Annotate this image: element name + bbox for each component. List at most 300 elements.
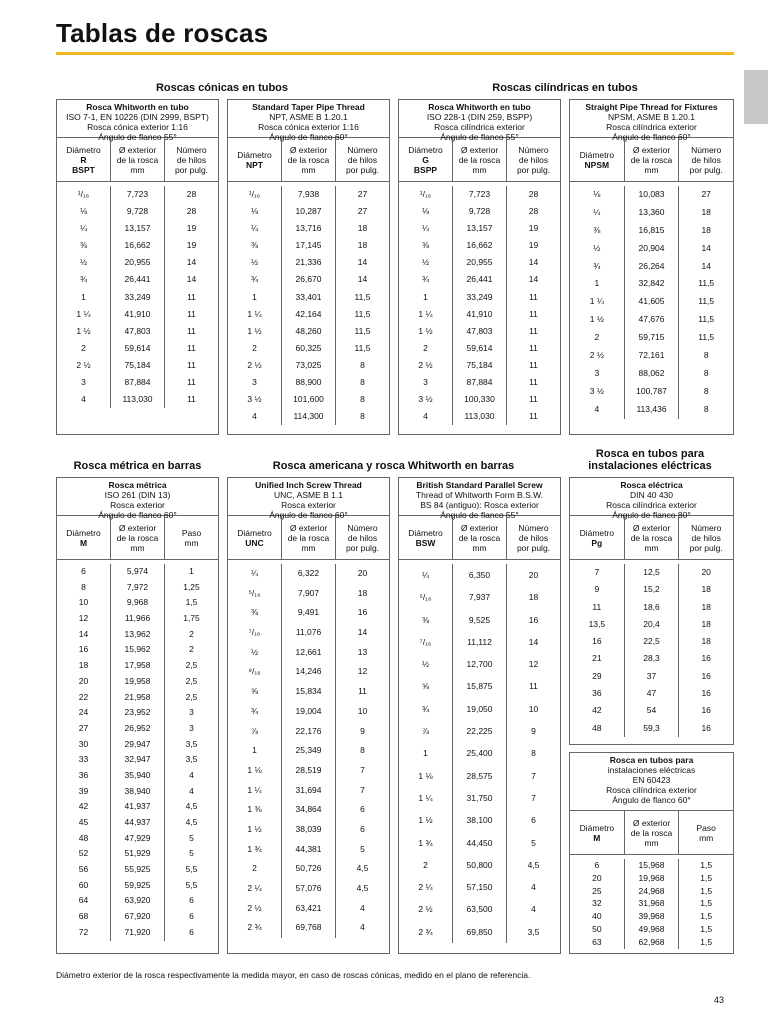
- table-cell: 113,436: [636, 403, 667, 414]
- table-cell: ¼: [79, 223, 88, 234]
- table-cell: 9,728: [468, 206, 491, 217]
- table-cell: ¼: [421, 223, 430, 234]
- table-cell: ¼: [250, 568, 259, 578]
- table-cell: 11: [529, 411, 538, 422]
- table-cell: 47,676: [638, 314, 665, 325]
- table-body: [399, 182, 560, 425]
- table-cell: 8: [703, 350, 709, 361]
- table-cell: 2: [189, 628, 194, 639]
- table-column: [164, 186, 218, 408]
- table-cell: 2 ¼: [418, 882, 433, 893]
- column-header: Ø exterior de la rosca mm: [281, 138, 335, 181]
- table-cell: 12,700: [466, 659, 493, 670]
- table-header-line: ISO 261 (DIN 13): [104, 490, 171, 500]
- table-cell: ⅜: [421, 614, 430, 625]
- table-cell: 3 ½: [589, 385, 604, 396]
- table-cell: 6: [594, 860, 600, 870]
- table-header-line: Unified Inch Screw Thread: [255, 480, 362, 490]
- table-cell: 5,5: [185, 879, 198, 890]
- column-header: Número de hilos por pulg.: [335, 516, 389, 559]
- table-cell: 44,381: [295, 843, 322, 854]
- table-cell: 2: [423, 859, 428, 870]
- column-header: Diámetro UNC: [237, 527, 272, 548]
- table-cell: ¾: [421, 703, 430, 714]
- table-cell: 16: [357, 607, 368, 618]
- table-cell: 14: [357, 257, 368, 268]
- table-cell: ¾: [421, 274, 430, 285]
- table-header-line: Ángulo de flanco 60°: [612, 795, 691, 805]
- table-cell: 26,441: [466, 274, 493, 285]
- table-cell: 21,958: [124, 691, 151, 702]
- table-cell: 2: [81, 342, 86, 353]
- table-cell: 10,083: [638, 189, 665, 199]
- table-cell: 11: [529, 291, 538, 302]
- column-headers: [570, 138, 733, 182]
- table-cell: 47,929: [124, 832, 151, 843]
- table-cell: 28: [186, 189, 197, 199]
- table-header-line: Rosca cónica exterior 1:16: [87, 122, 188, 132]
- table-cell: 33,249: [124, 291, 151, 302]
- table-cell: 18: [357, 223, 368, 234]
- table-cell: 33,249: [466, 291, 493, 302]
- table-cell: 52: [78, 848, 89, 859]
- table-cell: 11,5: [698, 314, 715, 325]
- table-cell: ⁵/₁₆: [248, 587, 261, 598]
- column-header: Ø exterior de la rosca mm: [624, 516, 679, 559]
- column-header: Número de hilos por pulg.: [678, 138, 733, 181]
- column-header: Ø exterior de la rosca mm: [281, 516, 335, 559]
- table-column: [164, 564, 218, 941]
- table-header: [570, 753, 733, 811]
- table-header-line: Rosca cilíndrica exterior: [606, 500, 697, 510]
- table-cell: 7: [531, 792, 536, 803]
- table-cell: 54: [646, 705, 657, 716]
- table-cell: 3,5: [527, 926, 540, 937]
- section-title-cilindricas: Roscas cilíndricas en tubos: [492, 82, 638, 94]
- table-cell: 42,164: [295, 308, 322, 319]
- table-cell: 49,968: [638, 923, 665, 934]
- table-bspt: [56, 99, 219, 435]
- table-cell: 11,076: [295, 627, 322, 638]
- table-cell: 4: [531, 904, 536, 915]
- table-cell: 19,968: [638, 872, 665, 883]
- table-cell: 14: [528, 274, 539, 285]
- table-cell: 1 ½: [418, 815, 433, 826]
- table-header-line: Ángulo de flanco 60°: [269, 132, 348, 142]
- table-cell: 11: [529, 681, 538, 692]
- table-body: [57, 560, 218, 941]
- table-cell: 2 ½: [247, 902, 262, 913]
- table-cell: 18: [701, 584, 711, 595]
- table-cell: 28: [528, 189, 539, 199]
- table-cell: 9: [360, 725, 365, 736]
- table-cell: 13,157: [124, 223, 151, 234]
- side-tab: [744, 70, 768, 124]
- table-cell: 14,246: [295, 666, 322, 677]
- column-header: Diámetro NPT: [237, 149, 272, 170]
- table-cell: 8: [360, 394, 365, 405]
- table-header-line: Thread of Whitworth Form B.S.W.: [415, 490, 544, 500]
- table-cell: 114,300: [293, 411, 324, 422]
- section-title-electricas: Rosca en tubos para instalaciones eléctricas: [588, 448, 712, 472]
- table-cell: 16: [701, 688, 711, 699]
- column-header: Ø exterior de la rosca mm: [624, 138, 679, 181]
- table-cell: 1 ¾: [418, 837, 433, 848]
- table-header-line: Rosca exterior: [281, 500, 336, 510]
- table-cell: 18: [701, 601, 711, 612]
- table-cell: 16: [701, 705, 711, 716]
- table-cell: ½: [250, 646, 259, 657]
- column-header: Número de hilos por pulg.: [335, 138, 389, 181]
- table-cell: 11: [187, 308, 196, 319]
- table-cell: 16: [78, 644, 89, 655]
- table-cell: 2: [252, 863, 257, 874]
- table-cell: 71,920: [124, 926, 151, 937]
- table-cell: 8: [360, 359, 365, 370]
- table-cell: 1 ¼: [589, 296, 604, 307]
- table-cell: 8: [81, 581, 86, 592]
- table-unc: [227, 477, 390, 954]
- table-cell: 39,968: [638, 911, 665, 922]
- table-header: [570, 478, 733, 520]
- table-header-line: Ángulo de flanco 55°: [440, 132, 519, 142]
- table-cell: 1: [252, 291, 257, 302]
- table-header-line: Rosca exterior: [110, 500, 165, 510]
- table-cell: 2 ¼: [247, 883, 262, 893]
- table-cell: 42: [592, 705, 602, 716]
- table-cell: 25: [592, 885, 602, 896]
- table-cell: ⅝: [421, 681, 430, 692]
- table-cell: 64: [78, 895, 89, 906]
- table-cell: 72: [78, 926, 89, 937]
- table-cell: 14: [528, 636, 539, 647]
- table-cell: 38,100: [466, 815, 493, 826]
- table-cell: 6,350: [468, 570, 491, 580]
- section-title-americana: Rosca americana y rosca Whitworth en barras: [272, 460, 515, 472]
- section-title-conicas: Roscas cónicas en tubos: [155, 82, 289, 94]
- table-cell: 10: [528, 703, 539, 714]
- table-cell: 67,920: [124, 911, 151, 922]
- column-header: Diámetro BSW: [408, 527, 443, 548]
- table-cell: 15,968: [638, 860, 665, 870]
- table-header-line: Ángulo de flanco 80°: [612, 510, 691, 520]
- table-cell: ¹/₁₆: [77, 189, 90, 199]
- table-cell: 1 ½: [589, 314, 604, 325]
- table-metrica: [56, 477, 219, 954]
- table-cell: 3: [189, 722, 194, 733]
- table-cell: 1 ¼: [76, 308, 91, 319]
- table-header-line: Straight Pipe Thread for Fixtures: [585, 102, 718, 112]
- table-cell: 11: [529, 308, 538, 319]
- table-cell: 4: [189, 785, 194, 796]
- column-header: Número de hilos por pulg.: [678, 516, 733, 559]
- table-cell: 4,5: [356, 883, 369, 893]
- column-header: Diámetro R BSPT: [66, 144, 101, 175]
- table-header: [57, 100, 218, 142]
- table-cell: 32,947: [124, 754, 151, 765]
- table-cell: 26,264: [638, 260, 665, 271]
- table-column: [678, 859, 733, 949]
- table-cell: 11: [187, 359, 196, 370]
- table-cell: 11: [187, 377, 196, 388]
- column-header: Diámetro Pg: [579, 527, 615, 548]
- table-cell: 59,614: [124, 342, 151, 353]
- table-cell: 14: [701, 260, 711, 271]
- table-cell: 41,937: [124, 801, 151, 812]
- table-cell: 16: [701, 670, 711, 681]
- table-column: [335, 564, 389, 938]
- column-headers: [228, 516, 389, 560]
- table-cell: 8: [360, 377, 365, 388]
- table-cell: 19: [528, 223, 539, 234]
- table-cell: 6: [360, 804, 365, 815]
- table-cell: 16: [701, 653, 711, 664]
- table-cell: 88,900: [295, 377, 322, 388]
- table-header-line: British Standard Parallel Screw: [416, 480, 543, 490]
- table-cell: 6: [360, 823, 365, 834]
- table-cell: 27: [357, 206, 368, 217]
- table-cell: 10,287: [295, 206, 322, 217]
- table-cell: 13,716: [295, 223, 322, 234]
- table-cell: 12: [528, 659, 539, 670]
- table-cell: 11: [187, 342, 196, 353]
- table-column: [624, 186, 679, 419]
- table-cell: 11,5: [698, 296, 715, 307]
- table-cell: 3: [594, 367, 600, 378]
- table-cell: 47,803: [466, 325, 493, 336]
- table-cell: 19,004: [295, 705, 322, 716]
- table-header-line: ISO 7-1, EN 10226 (DIN 2999, BSPT): [66, 112, 209, 122]
- table-cell: 2 ½: [418, 359, 433, 370]
- table-cell: 29: [592, 670, 602, 681]
- table-cell: 38,039: [295, 823, 322, 834]
- table-cell: 48: [592, 722, 602, 733]
- table-cell: 9,968: [126, 597, 149, 608]
- table-bspp: [398, 99, 561, 435]
- column-header: Ø exterior de la rosca mm: [110, 516, 164, 559]
- table-cell: 8: [703, 385, 709, 396]
- table-cell: 3,5: [185, 738, 198, 749]
- table-cell: 12,661: [295, 646, 322, 657]
- page-title: Tablas de roscas: [56, 18, 269, 48]
- table-cell: 4: [360, 922, 365, 933]
- table-cell: 50,726: [295, 863, 322, 874]
- table-cell: 3: [252, 377, 257, 388]
- table-cell: 20,955: [124, 257, 151, 268]
- table-cell: 13,157: [466, 223, 493, 234]
- table-cell: 22,5: [643, 636, 660, 647]
- table-cell: 55,925: [124, 864, 151, 875]
- table-cell: 18: [701, 636, 711, 647]
- table-cell: 113,030: [122, 394, 153, 405]
- table-cell: 63,421: [295, 902, 322, 913]
- table-cell: 47,803: [124, 325, 151, 336]
- table-cell: 5,5: [185, 864, 198, 875]
- table-cell: 6: [531, 815, 536, 826]
- table-cell: 11: [529, 325, 538, 336]
- table-en60423: [569, 752, 734, 954]
- title-rule: [56, 52, 734, 55]
- table-header-line: BS 84 (antiguo): Rosca exterior: [420, 500, 539, 510]
- column-header: Número de hilos por pulg.: [506, 138, 560, 181]
- table-cell: 14: [186, 257, 197, 268]
- table-column: [228, 564, 281, 938]
- table-cell: 7,938: [297, 189, 320, 199]
- table-cell: 1 ½: [247, 325, 262, 336]
- table-cell: 6,322: [297, 568, 320, 578]
- table-cell: 22,176: [295, 725, 322, 736]
- table-cell: 14: [357, 627, 368, 638]
- table-cell: 20,4: [643, 618, 660, 629]
- table-header-line: Rosca en tubos para: [609, 755, 694, 765]
- table-body: [570, 560, 733, 737]
- table-cell: 2 ½: [247, 359, 262, 370]
- table-body: [228, 560, 389, 938]
- table-cell: ¼: [421, 570, 430, 580]
- table-cell: 18: [701, 224, 711, 235]
- table-cell: 2: [189, 644, 194, 655]
- table-cell: ⁹/₁₆: [248, 666, 261, 677]
- table-cell: 9,525: [468, 614, 491, 625]
- table-cell: 100,330: [464, 394, 495, 405]
- table-cell: 14: [186, 274, 197, 285]
- table-cell: 30: [78, 738, 89, 749]
- page-number: 43: [714, 995, 725, 1005]
- table-cell: 19,958: [124, 675, 151, 686]
- column-header: Ø exterior de la rosca mm: [452, 138, 506, 181]
- table-cell: 1: [189, 566, 194, 576]
- table-body: [570, 855, 733, 949]
- table-body: [228, 182, 389, 425]
- table-cell: 6: [81, 566, 86, 576]
- table-cell: 16,662: [124, 240, 151, 251]
- table-header-line: Ángulo de flanco 60°: [269, 510, 348, 520]
- table-cell: 1,5: [700, 885, 713, 896]
- table-cell: 9: [594, 584, 600, 595]
- table-cell: 50: [592, 923, 602, 934]
- table-cell: 20: [528, 570, 539, 580]
- table-cell: 4,5: [356, 863, 369, 874]
- table-cell: 59,614: [466, 342, 493, 353]
- table-cell: 5: [531, 837, 536, 848]
- table-cell: 18: [528, 592, 539, 603]
- table-column: [678, 564, 733, 737]
- table-cell: 28: [528, 206, 539, 217]
- table-cell: 28,3: [643, 653, 660, 664]
- table-cell: 1: [252, 745, 257, 756]
- table-cell: 68: [78, 911, 89, 922]
- table-cell: 47: [646, 688, 657, 699]
- table-cell: 10: [78, 597, 89, 608]
- table-cell: 2 ½: [589, 350, 604, 361]
- table-cell: ⅞: [421, 726, 430, 737]
- table-cell: 41,910: [124, 308, 151, 319]
- column-headers: [570, 811, 733, 855]
- table-cell: ⅜: [421, 240, 430, 251]
- table-cell: 75,184: [124, 359, 151, 370]
- table-cell: 1,5: [700, 923, 713, 934]
- table-cell: 25,400: [466, 748, 493, 759]
- table-cell: 13: [357, 646, 368, 657]
- table-cell: 4: [81, 394, 86, 405]
- table-cell: 9: [531, 726, 536, 737]
- table-cell: 1 ⅛: [418, 770, 433, 781]
- table-cell: 1 ½: [76, 325, 91, 336]
- table-cell: ⅜: [593, 224, 601, 235]
- table-cell: ¹/₁₆: [248, 189, 261, 199]
- table-cell: 11,5: [698, 278, 715, 289]
- table-cell: 16: [528, 614, 539, 625]
- table-cell: 1 ¼: [247, 308, 262, 319]
- table-cell: 59,3: [643, 722, 660, 733]
- table-cell: 42: [78, 801, 89, 812]
- table-column: [624, 564, 679, 737]
- table-cell: 33,401: [295, 291, 322, 302]
- table-cell: 34,864: [295, 804, 322, 815]
- table-cell: 21: [592, 653, 602, 664]
- table-cell: 14: [528, 257, 539, 268]
- table-header-line: Ángulo de flanco 60°: [612, 132, 691, 142]
- table-cell: ⅝: [250, 686, 259, 697]
- table-cell: 8: [360, 745, 365, 756]
- table-header-line: Ángulo de flanco 55°: [440, 510, 519, 520]
- table-cell: 7,972: [126, 581, 149, 592]
- table-cell: 6: [189, 911, 194, 922]
- table-cell: 3: [423, 377, 428, 388]
- column-headers: [57, 516, 218, 560]
- table-cell: 62,968: [638, 936, 665, 947]
- table-column: [570, 859, 624, 949]
- table-cell: 26,670: [295, 274, 322, 285]
- table-cell: 11,5: [354, 291, 371, 302]
- table-cell: ¾: [593, 260, 601, 271]
- column-header: Número de hilos por pulg.: [164, 138, 218, 181]
- table-column: [506, 186, 560, 425]
- table-cell: 4,5: [185, 801, 198, 812]
- table-cell: 27: [701, 189, 711, 199]
- table-column: [506, 564, 560, 943]
- table-cell: 1 ½: [418, 325, 433, 336]
- table-cell: 4: [189, 769, 194, 780]
- table-cell: 20: [592, 872, 602, 883]
- table-column: [281, 564, 335, 938]
- table-cell: 73,025: [295, 359, 322, 370]
- table-cell: 18: [357, 240, 368, 251]
- table-cell: 1,5: [185, 597, 198, 608]
- table-cell: 11: [529, 394, 538, 405]
- table-column: [110, 186, 164, 408]
- table-cell: 63,920: [124, 895, 151, 906]
- table-header-line: Rosca cilíndrica exterior: [606, 122, 697, 132]
- table-cell: 7: [360, 764, 365, 775]
- table-cell: 7,723: [126, 189, 149, 199]
- table-cell: 15,834: [295, 686, 322, 697]
- table-cell: 6: [189, 926, 194, 937]
- table-column: [228, 186, 281, 425]
- table-header-line: EN 60423: [632, 775, 671, 785]
- table-column: [57, 186, 110, 408]
- table-cell: 11,5: [698, 332, 715, 343]
- table-pg: [569, 477, 734, 745]
- table-cell: 11: [358, 686, 367, 697]
- table-header: [228, 478, 389, 520]
- table-cell: 2 ½: [76, 359, 91, 370]
- table-cell: 8: [360, 411, 365, 422]
- table-cell: 1 ⅛: [247, 764, 262, 775]
- table-cell: 11: [187, 325, 196, 336]
- table-cell: 18,6: [643, 601, 660, 612]
- table-cell: 20: [701, 567, 711, 577]
